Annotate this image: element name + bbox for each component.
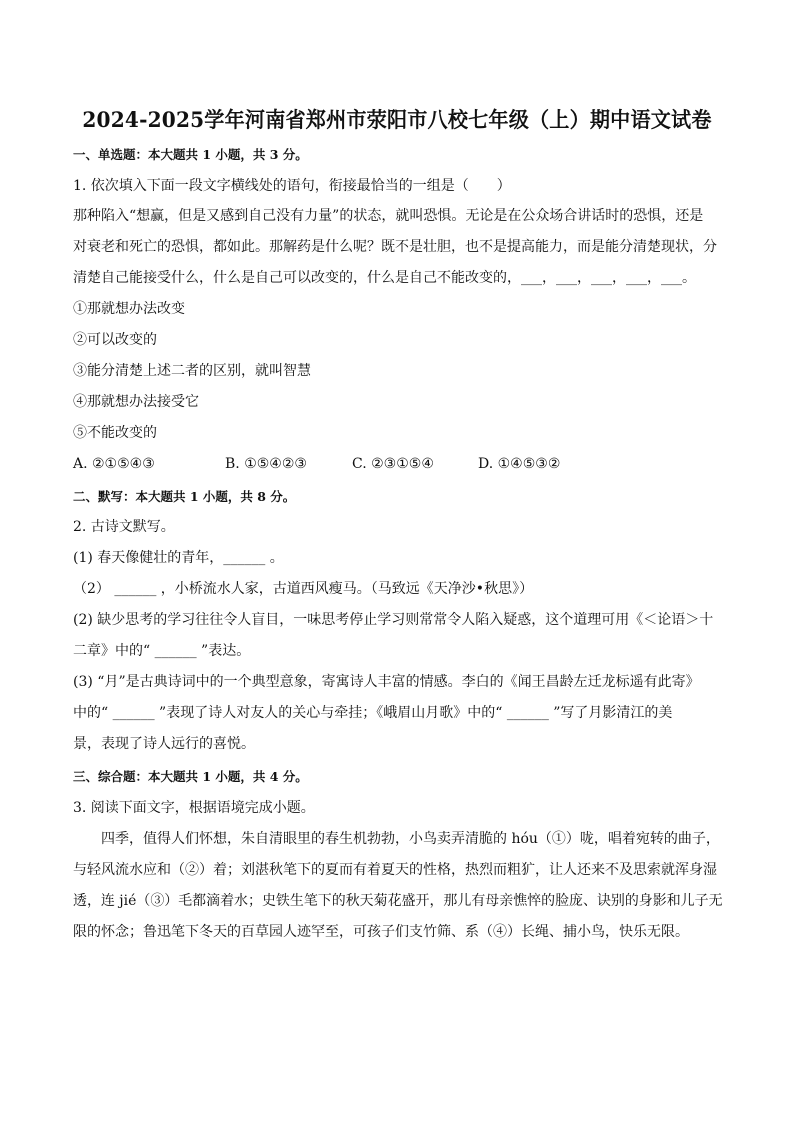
question-2-line: 中的“ ______ ”表现了诗人对友人的关心与牵挂；《峨眉山月歌》中的“ ______ ”写了月影清江的美 (73, 705, 673, 721)
question-1-item: ③能分清楚上述二者的区别，就叫智慧 (73, 363, 311, 379)
question-2-line: (2) 缺少思考的学习往往令人盲目，一味思考停止学习则常常令人陷入疑惑，这个道理可用《＜论语＞十 (73, 612, 714, 628)
option-c[interactable]: C. ②③①⑤④ (352, 456, 434, 472)
question-1-passage-line: 对衰老和死亡的恐惧，都如此。那解药是什么呢？既不是壮胆，也不是提高能力，而是能分清楚现状，分 (73, 239, 717, 255)
page-title: 2024-2025学年河南省郑州市荥阳市八校七年级（上）期中语文试卷 (82, 107, 712, 132)
question-1-item: ④那就想办法接受它 (73, 394, 199, 410)
question-3-passage-line: 四季，值得人们怀想，朱自清眼里的春生机勃勃，小鸟卖弄清脆的 hóu（①）咙，唱着宛转的曲子， (73, 831, 720, 847)
question-1-passage-line: 清楚自己能接受什么，什么是自己可以改变的，什么是自己不能改变的，___，___，___，___，___。 (73, 270, 696, 286)
question-1-item: ②可以改变的 (73, 332, 157, 348)
question-3-passage-line: 限的怀念；鲁迅笔下冬天的百草园人迹罕至，可孩子们支竹筛、系（④）长绳、捕小鸟，快乐无限。 (73, 924, 689, 940)
question-2-line: 二章》中的“ ______ ”表达。 (73, 643, 251, 659)
option-d[interactable]: D. ①④⑤③② (478, 456, 561, 472)
question-1-item: ①那就想办法改变 (73, 301, 185, 317)
question-3-passage-line: 与轻风流水应和（②）着；刘湛秋笔下的夏而有着夏天的性格，热烈而粗犷，让人还来不及思索就浑身湿 (73, 862, 717, 878)
question-1-stem: 1. 依次填入下面一段文字横线处的语句，衔接最恰当的一组是（ ） (73, 178, 511, 194)
section-heading-comprehensive: 三、综合题：本大题共 1 小题，共 4 分。 (73, 769, 308, 784)
question-2-line: (3) “月”是古典诗词中的一个典型意象，寄寓诗人丰富的情感。李白的《闻王昌龄左迁龙标遥有此寄》 (73, 674, 700, 690)
question-3-stem: 3. 阅读下面文字，根据语境完成小题。 (73, 800, 315, 816)
question-3-passage-line: 透，连 jié（③）毛都滴着水；史铁生笔下的秋天菊花盛开，那儿有母亲憔悴的脸庞、诀别的身影和儿子无 (73, 893, 723, 909)
question-2-line: (1) 春天像健壮的青年，______ 。 (73, 550, 284, 566)
question-1-passage-line: 那种陷入“想赢，但是又感到自己没有力量”的状态，就叫恐惧。无论是在公众场合讲话时的恐惧，还是 (73, 208, 704, 224)
question-2-line: （2） ______ ，小桥流水人家，古道西风瘦马。（马致远《天净沙•秋思》） (73, 581, 534, 597)
section-heading-single-choice: 一、单选题：本大题共 1 小题，共 3 分。 (73, 147, 308, 162)
question-2-stem: 2. 古诗文默写。 (73, 519, 175, 535)
question-2-line: 景，表现了诗人远行的喜悦。 (73, 736, 255, 752)
question-1-item: ⑤不能改变的 (73, 425, 157, 441)
section-heading-dictation: 二、默写：本大题共 1 小题，共 8 分。 (73, 489, 296, 504)
option-b[interactable]: B. ①⑤④②③ (225, 456, 307, 472)
option-a[interactable]: A. ②①⑤④③ (73, 456, 155, 472)
